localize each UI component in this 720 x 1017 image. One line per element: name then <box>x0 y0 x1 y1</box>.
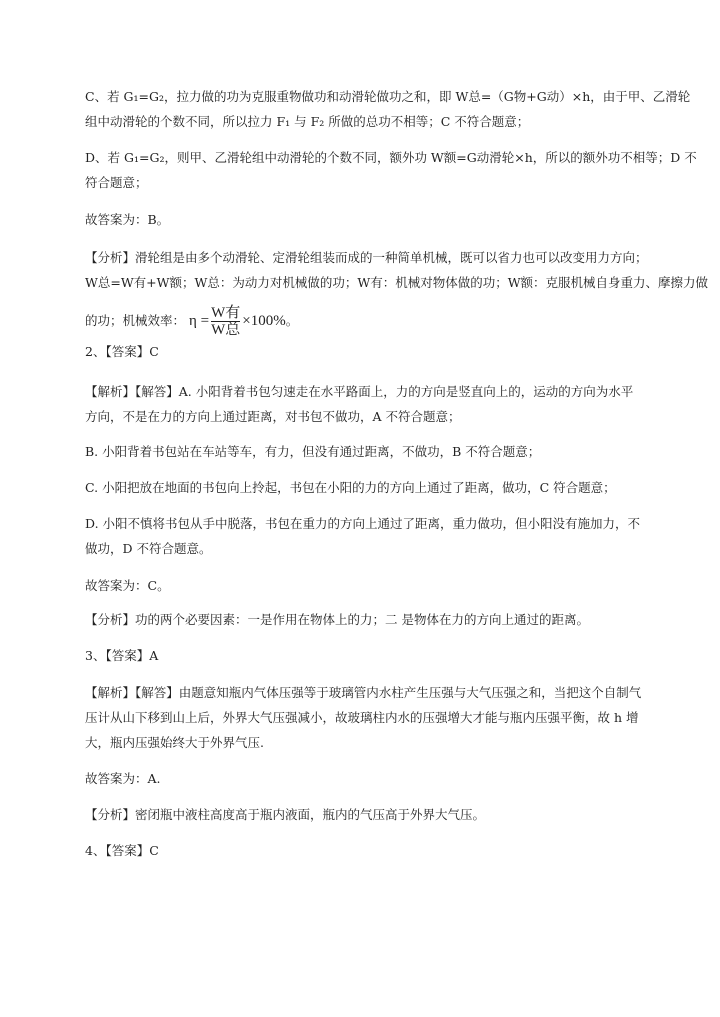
text-line: C、若 G₁=G₂，拉力做的功为克服重物做功和动滑轮做功之和，即 W总=（G物+G动）×h，由于甲、乙滑轮 <box>85 89 691 104</box>
text-line: 【分析】滑轮组是由多个动滑轮、定滑轮组装而成的一种简单机械，既可以省力也可以改变用力方向； <box>85 250 648 265</box>
text-line: W总=W有+W额；W总：为动力对机械做的功；W有：机械对物体做的功；W额：克服机械自身重力、摩擦力做 <box>85 275 709 290</box>
text-line: D、若 G₁=G₂，则甲、乙滑轮组中动滑轮的个数不同，额外功 W额=G动滑轮×h，所以的额外功不相等；D 不 <box>85 150 697 165</box>
text-line: 2、【答案】C <box>85 344 159 359</box>
formula-tail: ×100% <box>242 313 286 329</box>
text-line: 【解析】【解答】由题意知瓶内气体压强等于玻璃管内水柱产生压强与大气压强之和，当把这个自制气 <box>85 685 642 700</box>
formula-end: 。 <box>285 313 299 328</box>
denominator: W总 <box>211 322 241 338</box>
text-line: 故答案为：A. <box>85 771 161 786</box>
text-line: 【分析】功的两个必要因素：一是作用在物体上的力；二 是物体在力的方向上通过的距离。 <box>85 612 589 627</box>
text-line: 符合题意； <box>85 175 148 190</box>
text-line: 的功；机械效率： η = $\frac{\text{W有}}{\text{W总}}$ ×100%。 <box>85 305 299 338</box>
numerator: W有 <box>211 305 241 321</box>
text-line: 压计从山下移到山上后，外界大气压强减小，故玻璃柱内水的压强增大才能与瓶内压强平衡，故 h 增 <box>85 710 639 725</box>
text-line: 组中动滑轮的个数不同，所以拉力 F₁ 与 F₂ 所做的总功不相等；C 不符合题意； <box>85 114 530 129</box>
text-line: 故答案为：B。 <box>85 212 170 227</box>
text-line: 做功，D 不符合题意。 <box>85 541 212 556</box>
text-line: 3、【答案】A <box>85 648 159 663</box>
text-line: 【解析】【解答】A. 小阳背着书包匀速走在水平路面上，力的方向是竖直向上的，运动的方向为水平 <box>85 384 634 399</box>
text-line: 大，瓶内压强始终大于外界气压. <box>85 735 264 750</box>
text-line: B. 小阳背着书包站在车站等车，有力，但没有通过距离，不做功，B 不符合题意； <box>85 444 541 459</box>
fraction <box>211 305 240 338</box>
text-line: 故答案为：C。 <box>85 578 170 593</box>
text-line: D. 小阳不慎将书包从手中脱落，书包在重力的方向上通过了距离，重力做功，但小阳没有施加力，不 <box>85 516 641 531</box>
eta-label: η = <box>189 313 210 329</box>
text-line: C. 小阳把放在地面的书包向上拎起，书包在小阳的力的方向上通过了距离，做功，C 符合题意； <box>85 480 616 495</box>
text-line: 4、【答案】C <box>85 843 159 858</box>
text-line: 方向，不是在力的方向上通过距离，对书包不做功，A 不符合题意； <box>85 409 461 424</box>
text-line: 【分析】密闭瓶中液柱高度高于瓶内液面，瓶内的气压高于外界大气压。 <box>85 807 486 822</box>
